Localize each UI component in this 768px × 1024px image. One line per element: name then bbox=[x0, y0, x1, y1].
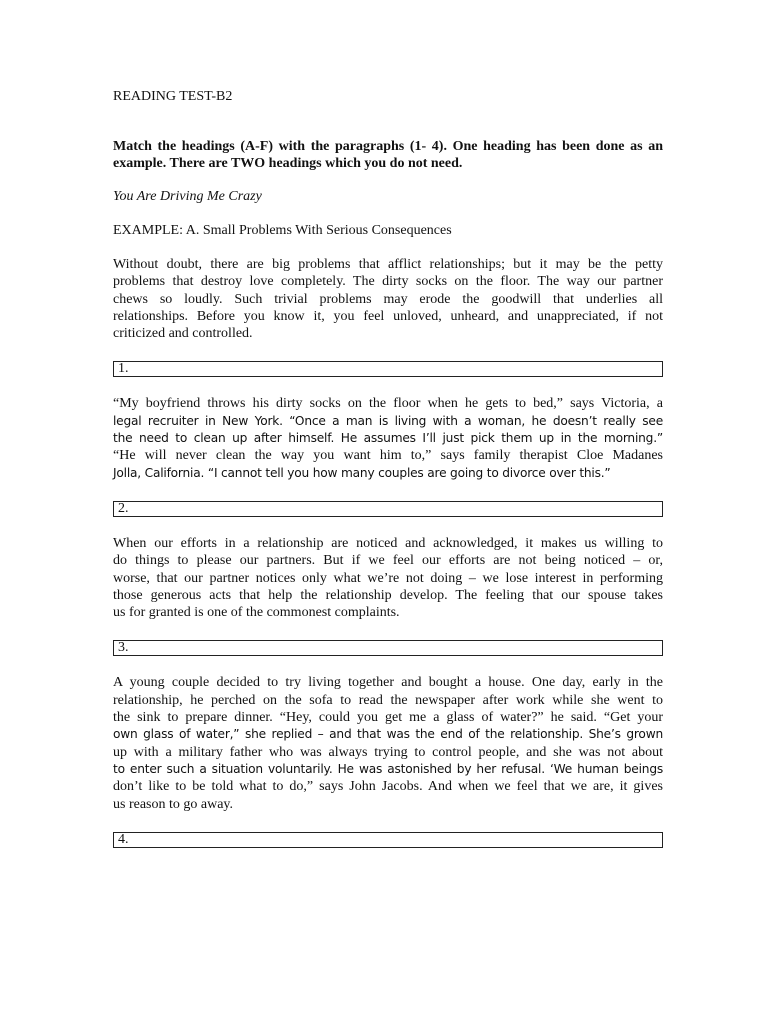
instructions: Match the headings (A-F) with the paragraphs (1- 4). One heading has been done as an example. There are TWO headings which you do not need. bbox=[113, 139, 663, 171]
document-page bbox=[113, 88, 663, 848]
heading-answer-box-3[interactable]: 3. bbox=[113, 640, 663, 656]
text-line: “He will never clean the way you want him to,” says family therapist Cloe Madanes bbox=[113, 448, 663, 464]
text-line: When our efforts in a relationship are noticed and acknowledged, it makes us willing to bbox=[113, 535, 663, 551]
paragraph-3 bbox=[113, 674, 663, 812]
text-line: to enter such a situation voluntarily. He was astonished by her refusal. ‘We human beings bbox=[113, 761, 663, 776]
heading-answer-box-1[interactable]: 1. bbox=[113, 361, 663, 377]
text-line: Without doubt, there are big problems that afflict relationships; but it may be the petty bbox=[113, 257, 663, 272]
text-line: Jolla, California. “I cannot tell you how many couples are going to divorce over this.” bbox=[113, 465, 611, 480]
text-line: “My boyfriend throws his dirty socks on the floor when he gets to bed,” says Victoria, a bbox=[113, 396, 663, 412]
story-title: You Are Driving Me Crazy bbox=[113, 189, 262, 204]
text-line: problems that destroy love completely. The dirty socks on the floor. The way our partner bbox=[113, 274, 663, 290]
text-line: criticized and controlled. bbox=[113, 326, 253, 342]
text-line: the need to clean up after himself. He assumes I’ll just pick them up in the morning.” bbox=[113, 431, 663, 446]
text-line: don’t like to be told what to do,” says John Jacobs. And when we feel that we are, it gives bbox=[113, 779, 663, 795]
text-line: legal recruiter in New York. “Once a man is living with a woman, he doesn’t really see bbox=[113, 413, 663, 428]
text-line: do things to please our partners. But if we feel our efforts are not being noticed – or, bbox=[113, 553, 663, 569]
text-line: us reason to go away. bbox=[113, 796, 234, 812]
intro-paragraph bbox=[113, 256, 663, 342]
text-line: own glass of water,” she replied – and that was the end of the relationship. She’s grown bbox=[113, 727, 663, 742]
paragraph-2 bbox=[113, 535, 663, 621]
example-heading: EXAMPLE: A. Small Problems With Serious Consequences bbox=[113, 223, 452, 238]
text-line: chews so loudly. Such trivial problems may erode the goodwill that underlies all bbox=[113, 291, 663, 307]
heading-answer-box-2[interactable]: 2. bbox=[113, 501, 663, 517]
text-line: relationship, he perched on the sofa to read the newspaper after work while she went to bbox=[113, 692, 663, 708]
text-line: those generous acts that help the relationship develop. The feeling that our spouse takes bbox=[113, 587, 663, 603]
text-line: us for granted is one of the commonest complaints. bbox=[113, 605, 400, 621]
document-title: READING TEST-B2 bbox=[113, 89, 233, 104]
text-line: up with a military father who was always trying to control people, and she was not about bbox=[113, 744, 663, 760]
text-line: worse, that our partner notices only what we’re not doing – we lose interest in performing bbox=[113, 570, 663, 586]
text-line: A young couple decided to try living together and bought a house. One day, early in the bbox=[113, 675, 663, 691]
text-line: the sink to prepare dinner. “Hey, could you get me a glass of water?” he said. “Get your bbox=[113, 710, 663, 726]
heading-answer-box-4[interactable]: 4. bbox=[113, 832, 663, 848]
text-line: relationships. Before you know it, you feel unloved, unheard, and unappreciated, if not bbox=[113, 308, 663, 324]
paragraph-1 bbox=[113, 395, 663, 481]
